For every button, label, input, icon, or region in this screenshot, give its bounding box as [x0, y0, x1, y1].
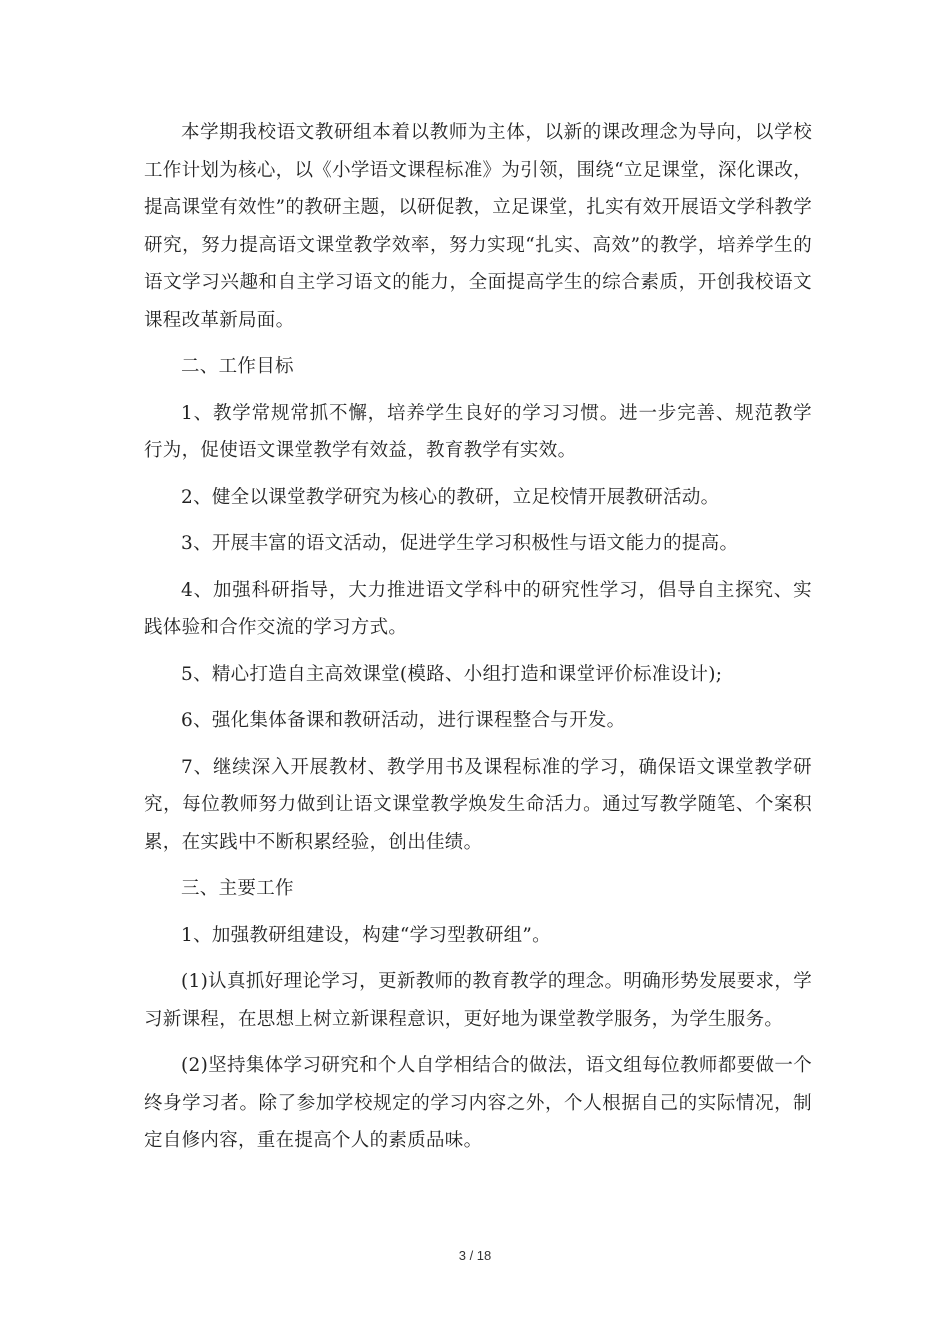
goal-item-4: 4、加强科研指导，大力推进语文学科中的研究性学习，倡导自主探究、实践体验和合作交流的学习方式。: [144, 579, 812, 638]
page-number: 3 / 18: [458, 1248, 492, 1263]
goal-item-5: 5、精心打造自主高效课堂(模路、小组打造和课堂评价标准设计);: [181, 663, 723, 685]
goal-item-1: 1、教学常规常抓不懈，培养学生良好的学习习惯。进一步完善、规范教学行为，促使语文课堂教学有效益，教育教学有实效。: [144, 402, 812, 461]
goal-item-6: 6、强化集体备课和教研活动，进行课程整合与开发。: [181, 710, 626, 731]
goal-item-7: 7、继续深入开展教材、教学用书及课程标准的学习，确保语文课堂教学研究，每位教师努力做到让语文课堂教学焕发生命活力。通过写教学随笔、个案积累，在实践中不断积累经验，创出佳绩。: [144, 756, 812, 853]
document-body: [144, 114, 812, 1169]
section-heading-main-work: 三、主要工作: [181, 878, 294, 899]
work-subitem-2: (2)坚持集体学习研究和个人自学相结合的做法，语文组每位教师都要做一个终身学习者。除了参加学校规定的学习内容之外，个人根据自己的实际情况，制定自修内容，重在提高个人的素质品味。: [144, 1055, 812, 1151]
intro-paragraph: 本学期我校语文教研组本着以教师为主体，以新的课改理念为导向，以学校工作计划为核心，以《小学语文课程标准》为引领，围绕“立足课堂，深化课改，提高课堂有效性”的教研主题，以研促教，立足课堂，扎实有效开展语文学科教学研究，努力提高语文课堂教学效率，努力实现“扎实、高效”的教学，培养学生的语文学习兴趣和自主学习语文的能力，全面提高学生的综合素质，开创我校语文课程改革新局面。: [144, 122, 812, 331]
goal-item-3: 3、开展丰富的语文活动，促进学生学习积极性与语文能力的提高。: [181, 533, 739, 554]
goal-item-2: 2、健全以课堂教学研究为核心的教研，立足校情开展教研活动。: [181, 486, 720, 508]
work-item-1: 1、加强教研组建设，构建“学习型教研组”。: [181, 924, 551, 946]
work-subitem-1: (1)认真抓好理论学习，更新教师的教育教学的理念。明确形势发展要求，学习新课程，在思想上树立新课程意识，更好地为课堂教学服务，为学生服务。: [144, 971, 812, 1030]
section-heading-goals: 二、工作目标: [181, 356, 294, 377]
